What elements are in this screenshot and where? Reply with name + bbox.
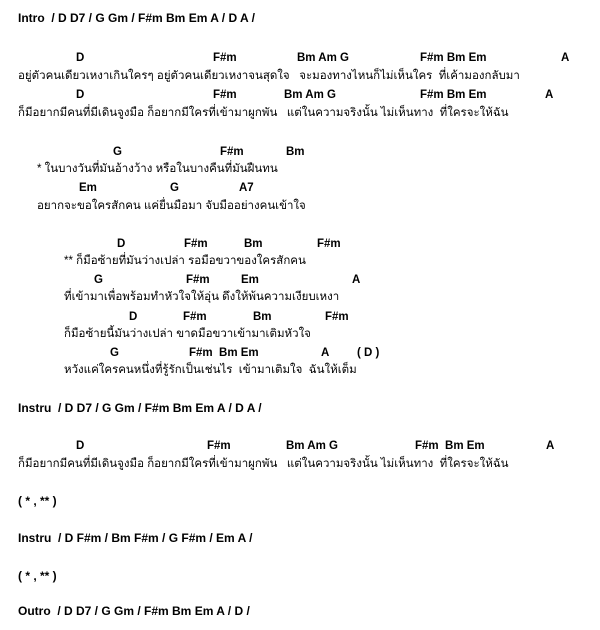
chord: Bm Am G: [284, 89, 336, 101]
chord: F#m: [186, 274, 210, 286]
lyric-line: ** ก็มือซ้ายที่มันว่างเปล่า รอมือขวาของใครสักคน: [64, 255, 306, 267]
chord: F#m Bm Em: [415, 440, 485, 452]
chord: A: [546, 440, 555, 452]
chord: D: [129, 311, 138, 323]
chord: A: [561, 52, 570, 64]
chord: Em: [241, 274, 259, 286]
chord: Bm: [244, 238, 263, 250]
chord: G: [110, 347, 119, 359]
lyric-line: ก็มือซ้ายนี้มันว่างเปล่า ขาดมือขวาเข้ามาเติมหัวใจ: [64, 328, 311, 340]
chord: F#m: [317, 238, 341, 250]
chord: A: [545, 89, 554, 101]
chord: Bm Am G: [297, 52, 349, 64]
lyric-line: หวังแค่ใครคนหนึ่งที่รู้รักเป็นเช่นไร เข้ามาเติมใจ ฉันให้เต็ม: [64, 364, 357, 376]
chord: Em: [79, 182, 97, 194]
chord: G: [170, 182, 179, 194]
chord: ( D ): [357, 347, 380, 359]
lyric-line: ก็มีอยากมีคนที่มีเดินจูงมือ ก็อยากมีใครที่เข้ามาผูกพัน แต่ในความจริงนั้น ไม่เห็นทาง ที่ใครจะให้ฉัน: [18, 458, 509, 470]
chord: D: [76, 52, 85, 64]
chord: F#m: [325, 311, 349, 323]
instru-line: Instru / D D7 / G Gm / F#m Bm Em A / D A /: [18, 401, 262, 415]
chord: F#m: [213, 52, 237, 64]
chord: D: [76, 89, 85, 101]
chord: F#m Bm Em: [420, 52, 487, 64]
chord: Bm Am G: [286, 440, 338, 452]
instru-line: Instru / D F#m / Bm F#m / G F#m / Em A /: [18, 531, 253, 545]
chord: D: [76, 440, 85, 452]
intro-line: Intro / D D7 / G Gm / F#m Bm Em A / D A /: [18, 11, 255, 25]
chord: F#m: [207, 440, 231, 452]
lyric-line: อยู่ตัวคนเดียวเหงาเกินใครๆ อยู่ตัวคนเดียวเหงาจนสุดใจ จะมองทางไหนก็ไม่เห็นใคร ที่เค้ามองกลับมา: [18, 70, 520, 82]
chord: F#m: [183, 311, 207, 323]
chord: F#m: [220, 146, 244, 158]
lyric-line: * ในบางวันที่มันอ้างว้าง หรือในบางคืนที่มันฝืนทน: [37, 163, 278, 175]
lyric-line: ที่เข้ามาเพื่อพร้อมทำหัวใจให้อุ่น ดึงให้พ้นความเงียบเหงา: [64, 291, 340, 303]
chord: A: [321, 347, 330, 359]
repeat-marker: ( * , ** ): [18, 494, 57, 508]
repeat-marker: ( * , ** ): [18, 569, 57, 583]
chord: F#m Bm Em: [420, 89, 487, 101]
chord: A7: [239, 182, 254, 194]
chord: F#m Bm Em: [189, 347, 259, 359]
lyric-line: อยากจะขอใครสักคน แค่ยื่นมือมา จับมืออย่างคนเข้าใจ: [37, 200, 306, 212]
chord: G: [113, 146, 122, 158]
chord: A: [352, 274, 361, 286]
chord: F#m: [184, 238, 208, 250]
lyric-line: ก็มีอยากมีคนที่มีเดินจูงมือ ก็อยากมีใครที่เข้ามาผูกพัน แต่ในความจริงนั้น ไม่เห็นทาง ที่ใครจะให้ฉัน: [18, 107, 509, 119]
chord: G: [94, 274, 103, 286]
outro-line: Outro / D D7 / G Gm / F#m Bm Em A / D /: [18, 604, 250, 618]
chord: F#m: [213, 89, 237, 101]
chord: Bm: [253, 311, 272, 323]
chord: D: [117, 238, 126, 250]
chord: Bm: [286, 146, 305, 158]
